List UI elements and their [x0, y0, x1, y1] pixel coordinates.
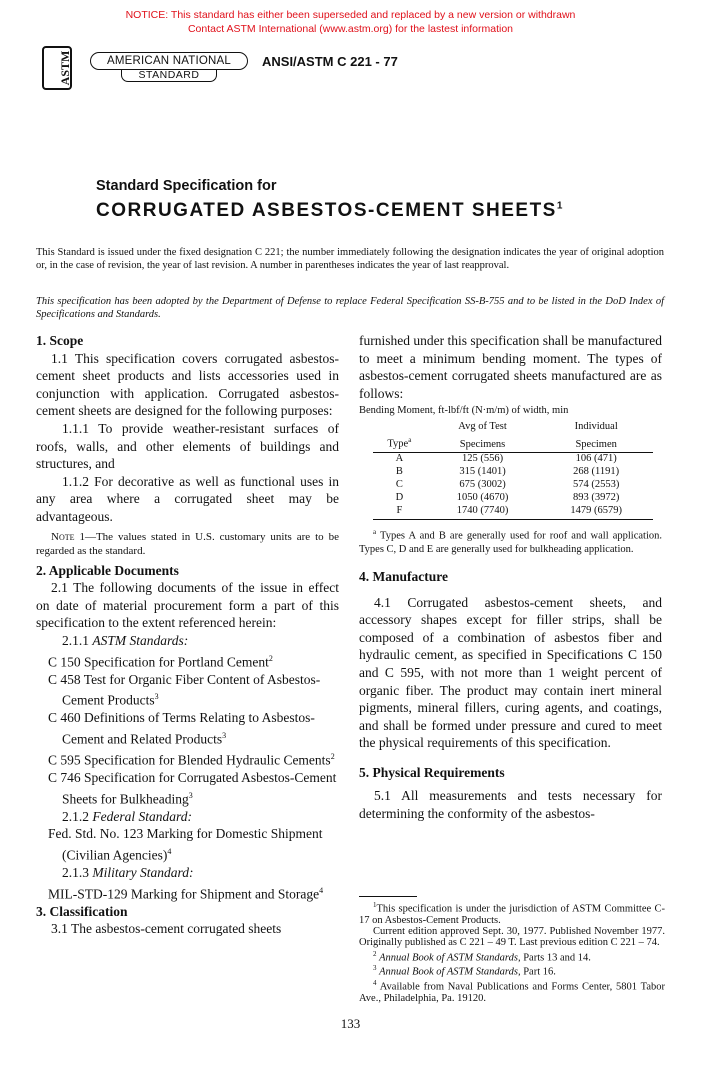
- ansi-standard-badge: [90, 52, 248, 84]
- reference-footnote: 3: [188, 790, 193, 800]
- cell-individual: 106 (471): [575, 453, 617, 465]
- reference-text: C 458 Test for Organic Fiber Content of Asbestos-Cement Products: [48, 671, 321, 708]
- table-footnote: [359, 526, 662, 556]
- issued-statement: This Standard is issued under the fixed designation C 221; the number immediately following the designation indicates the year of original adoption or, in the case of revision, the year of last revision. A number in parentheses indicates the year of last reapproval.: [36, 247, 664, 271]
- reference-text: Fed. Std. No. 123 Marking for Domestic Shipment (Civilian Agencies): [48, 826, 323, 863]
- notice-line-1: NOTICE: This standard has either been superseded and replaced by a new version or withdrawn: [125, 9, 576, 21]
- cell-avg: 315 (1401): [459, 466, 506, 478]
- cell-individual: 574 (2553): [572, 479, 620, 491]
- paragraph-3-1-start: 3.1 The asbestos-cement corrugated sheets: [51, 921, 282, 937]
- table-header-empty: [373, 421, 426, 434]
- note-text: —The values stated in U.S. customary units are to be regarded as the standard.: [36, 530, 340, 557]
- table-header-avg-2: Specimens: [426, 434, 540, 453]
- subheading-astm-standards: [36, 632, 339, 650]
- cell-avg: 675 (3002): [459, 479, 506, 491]
- astm-logo-text: ASTM: [58, 50, 72, 86]
- table-header-type: [373, 434, 426, 453]
- cell-type: A: [395, 453, 404, 465]
- reference-text: C 460 Definitions of Terms Relating to Asbestos-Cement and Related Products: [48, 710, 315, 747]
- footnote-parts: Part 16.: [523, 966, 556, 978]
- cell-type: D: [395, 491, 404, 503]
- dod-adoption-statement: This specification has been adopted by the Department of Defense to replace Federal Specification SS-B-755 and to be listed in the DoD Index of Specifications and Standards.: [36, 296, 664, 320]
- note-1: [36, 530, 339, 558]
- table-row: [373, 505, 653, 520]
- reference-c595: [36, 748, 339, 769]
- reference-footnote: 3: [154, 692, 159, 702]
- paragraph-2-1: 2.1 The following documents of the issue in effect on date of material procurement form a part of this specification to the extent referenced herein:: [36, 580, 339, 631]
- type-footnote-mark: a: [408, 436, 412, 445]
- footnote-mark: 2: [373, 949, 377, 958]
- subheading-label: ASTM Standards:: [92, 632, 189, 648]
- astm-logo-icon: [34, 46, 80, 90]
- reference-c746: [36, 769, 339, 808]
- footnote-2: [359, 949, 665, 964]
- cell-type: B: [395, 466, 403, 478]
- section-heading-manufacture: 4. Manufacture: [359, 568, 448, 584]
- title-text: CORRUGATED ASBESTOS-CEMENT SHEETS: [96, 200, 557, 221]
- bending-moment-caption: Bending Moment, ft-lbf/ft (N·m/m) of width, min: [359, 405, 569, 417]
- cell-type: C: [395, 479, 403, 491]
- reference-text: MIL-STD-129 Marking for Shipment and Storage: [48, 886, 320, 902]
- subheading-label: Military Standard:: [92, 865, 194, 881]
- note-label: Note 1: [51, 530, 85, 543]
- footnotes: [359, 896, 665, 1004]
- subheading-number: 2.1.2: [62, 808, 89, 824]
- ansi-badge-bottom: STANDARD: [121, 69, 217, 82]
- paragraph-1-1: 1.1 This specification covers corrugated asbestos-cement sheet products and lists accessories used in conjunction with application. Corrugated asbestos-cement sheets are designed for the following purposes:: [36, 350, 339, 419]
- footnote-4: [359, 978, 665, 1004]
- paragraph-3-1-continued: furnished under this specification shall be manufactured to meet a minimum bending moment. The types of asbestos-cement corrugated sheets manufactured are as follows:: [359, 333, 662, 401]
- paragraph-1-1-2: 1.1.2 For decorative as well as functional uses in any area where a corrugated sheet may be advantageous.: [36, 473, 339, 524]
- subheading-military-standard: [36, 864, 339, 882]
- footnote-book-title: Annual Book of ASTM Standards,: [379, 952, 521, 964]
- notice-line-2: Contact ASTM International (www.astm.org) for the lastest information: [187, 23, 514, 35]
- reference-footnote: 4: [319, 885, 324, 895]
- table-row: [373, 479, 653, 492]
- cell-individual: 268 (1191): [573, 466, 620, 478]
- reference-text: C 746 Specification for Corrugated Asbestos-Cement Sheets for Bulkheading: [48, 770, 337, 807]
- footnote-1-edition: Current edition approved Sept. 30, 1977. Published November 1977. Originally published as C 221 – 49 T. Last previous edition C 221 – 74.: [359, 926, 665, 949]
- title-footnote-mark: 1: [556, 200, 563, 212]
- subheading-federal-standard: [36, 808, 339, 826]
- cell-type: F: [373, 505, 426, 520]
- table-header-ind-2: Specimen: [539, 434, 653, 453]
- paragraph-1-1-1: 1.1.1 To provide weather-resistant surfaces of roofs, walls, and other elements of buildings and structures, and: [36, 420, 339, 472]
- table-footnote-text: Types A and B are generally used for roof and wall application. Types C, D and E are generally used for bulkheading application.: [359, 530, 662, 555]
- section-heading-physical-requirements: 5. Physical Requirements: [359, 764, 505, 780]
- reference-fed-std-123: [36, 825, 339, 864]
- bending-moment-table: [373, 421, 653, 520]
- footnote-mark: 4: [373, 979, 377, 988]
- footnote-3: [359, 963, 665, 978]
- reference-footnote: 4: [167, 846, 172, 856]
- reference-footnote: 2: [268, 653, 273, 663]
- footnote-book-title: Annual Book of ASTM Standards,: [379, 966, 521, 978]
- table-row: [373, 453, 653, 466]
- standard-label: Standard Specification for: [96, 178, 277, 194]
- cell-avg: 1740 (7740): [426, 505, 540, 520]
- subheading-label: Federal Standard:: [92, 808, 192, 824]
- type-label: Type: [387, 438, 409, 450]
- reference-c150: [36, 650, 339, 671]
- reference-c458: [36, 671, 339, 710]
- document-title: [96, 200, 562, 222]
- cell-avg: 125 (556): [461, 453, 504, 465]
- standard-designation: ANSI/ASTM C 221 - 77: [262, 54, 398, 69]
- left-column: [36, 332, 339, 938]
- table-header-avg-1: Avg of Test: [458, 421, 507, 433]
- page-number: 133: [340, 1016, 361, 1031]
- withdrawal-notice: [0, 8, 701, 36]
- subheading-number: 2.1.3: [62, 865, 89, 881]
- table-row: [373, 492, 653, 505]
- footnote-mark: 3: [373, 964, 377, 973]
- paragraph-4-1: 4.1 Corrugated asbestos-cement sheets, and accessory shapes except for filler strips, shall be composed of a combination of asbestos fiber and hydraulic cement, as specified in Specifications C 150 and C 595, with not more than 1 weight percent of organic fiber. The product may contain inert mineral pigments, mineral fillers, curing agents, and coatings, and shall be formed under pressure and cured to meet the physical requirements of this specification.: [359, 594, 662, 751]
- footnote-parts: Parts 13 and 14.: [523, 952, 591, 964]
- reference-c460: [36, 709, 339, 748]
- right-column: [359, 332, 662, 823]
- reference-text: C 595 Specification for Blended Hydraulic Cements: [48, 752, 331, 768]
- reference-mil-std-129: [36, 882, 339, 903]
- footnote-1: [359, 900, 665, 926]
- reference-footnote: 2: [330, 751, 335, 761]
- footnote-text: This specification is under the jurisdiction of ASTM Committee C-17 on Asbestos-Cement Products.: [359, 903, 665, 926]
- cell-individual: 893 (3972): [572, 491, 620, 503]
- section-heading-applicable-documents: 2. Applicable Documents: [36, 562, 179, 578]
- section-heading-classification: 3. Classification: [36, 903, 128, 919]
- table-row: [373, 466, 653, 479]
- reference-footnote: 3: [222, 730, 227, 740]
- reference-text: C 150 Specification for Portland Cement: [48, 654, 269, 669]
- paragraph-5-1: 5.1 All measurements and tests necessary for determining the conformity of the asbestos-: [359, 788, 662, 822]
- section-heading-scope: 1. Scope: [36, 333, 84, 348]
- cell-individual: 1479 (6579): [539, 505, 653, 520]
- subheading-number: 2.1.1: [62, 632, 89, 648]
- table-footnote-mark: a: [373, 528, 377, 537]
- table-header-ind-1: Individual: [574, 421, 618, 433]
- footnote-mark: 1: [373, 901, 377, 909]
- footnote-text: Available from Naval Publications and Forms Center, 5801 Tabor Ave., Philadelphia, Pa. 19120.: [359, 981, 665, 1005]
- cell-avg: 1050 (4670): [456, 491, 509, 503]
- ansi-badge-top: AMERICAN NATIONAL: [90, 52, 248, 70]
- footnote-rule: [359, 896, 417, 897]
